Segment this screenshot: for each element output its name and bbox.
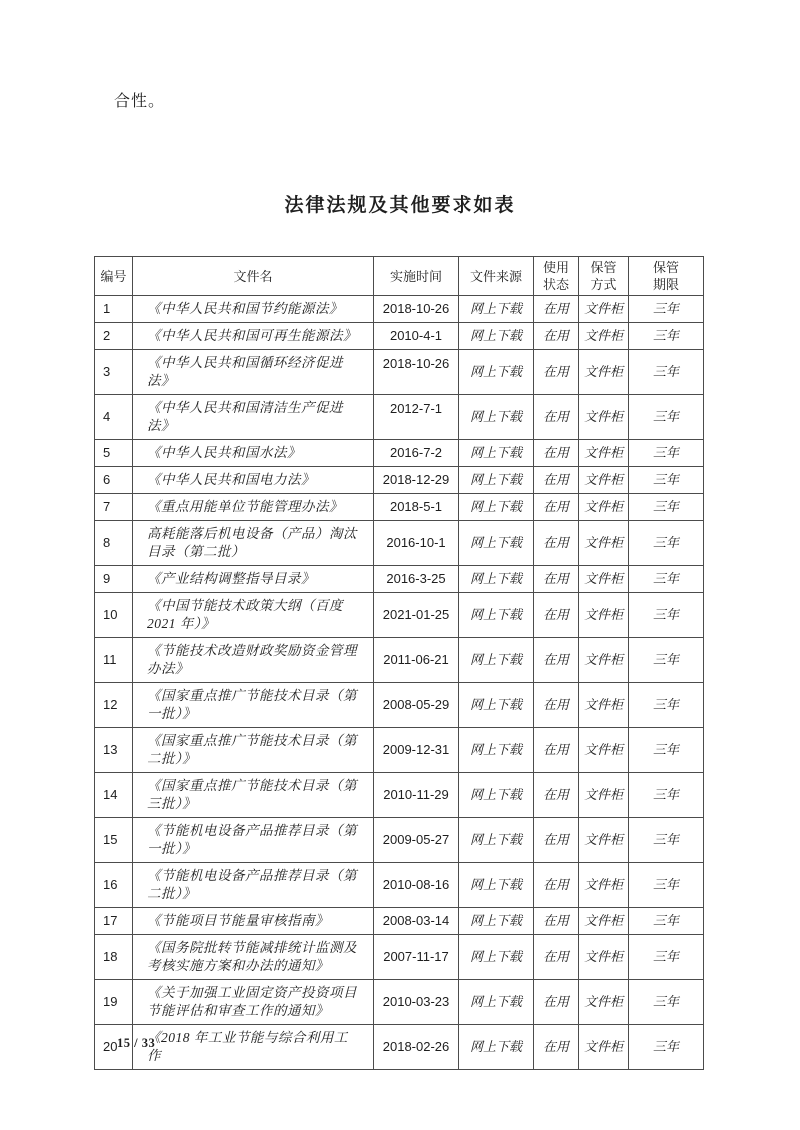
table-row <box>95 638 704 683</box>
status-cell: 在用 <box>534 863 579 908</box>
status-cell: 在用 <box>534 1025 579 1070</box>
file-name-cell: 《中华人民共和国电力法》 <box>133 467 374 494</box>
period-cell: 三年 <box>629 521 704 566</box>
table-row <box>95 728 704 773</box>
period-cell: 三年 <box>629 728 704 773</box>
file-name-cell: 《节能机电设备产品推荐目录（第一批）》 <box>133 818 374 863</box>
status-cell: 在用 <box>534 773 579 818</box>
table-row <box>95 818 704 863</box>
table-header-row <box>95 257 704 296</box>
date-cell: 2011-06-21 <box>374 638 459 683</box>
table-row <box>95 935 704 980</box>
table-row <box>95 494 704 521</box>
row-number-cell: 14 <box>95 773 133 818</box>
storage-cell: 文件柜 <box>579 980 629 1025</box>
file-name-cell: 《国家重点推广节能技术目录（第三批）》 <box>133 773 374 818</box>
status-cell: 在用 <box>534 728 579 773</box>
table-row <box>95 296 704 323</box>
period-cell: 三年 <box>629 683 704 728</box>
source-cell: 网上下载 <box>459 494 534 521</box>
period-cell: 三年 <box>629 323 704 350</box>
storage-cell: 文件柜 <box>579 467 629 494</box>
file-name-cell: 《国家重点推广节能技术目录（第一批）》 <box>133 683 374 728</box>
status-cell: 在用 <box>534 350 579 395</box>
source-cell: 网上下载 <box>459 728 534 773</box>
date-cell: 2018-5-1 <box>374 494 459 521</box>
header-period-label: 保管期限 <box>653 260 680 292</box>
date-cell: 2018-02-26 <box>374 1025 459 1070</box>
status-cell: 在用 <box>534 494 579 521</box>
table-row <box>95 467 704 494</box>
storage-cell: 文件柜 <box>579 773 629 818</box>
table-row <box>95 593 704 638</box>
intro-text: 合性。 <box>114 93 166 110</box>
row-number-cell: 17 <box>95 908 133 935</box>
file-name-cell: 《中国节能技术政策大纲（百度 2021 年）》 <box>133 593 374 638</box>
storage-cell: 文件柜 <box>579 1025 629 1070</box>
file-name-cell: 《节能技术改造财政奖励资金管理办法》 <box>133 638 374 683</box>
date-cell: 2018-10-26 <box>374 350 459 395</box>
header-source: 文件来源 <box>459 257 534 296</box>
status-cell: 在用 <box>534 323 579 350</box>
storage-cell: 文件柜 <box>579 638 629 683</box>
date-cell: 2018-10-26 <box>374 296 459 323</box>
source-cell: 网上下载 <box>459 818 534 863</box>
file-name-cell: 《2018 年工业节能与综合利用工作 <box>133 1025 374 1070</box>
page-title: 法律法规及其他要求如表 <box>284 195 516 216</box>
status-cell: 在用 <box>534 935 579 980</box>
status-cell: 在用 <box>534 593 579 638</box>
page-number: 15 / 33 <box>117 1036 156 1050</box>
date-cell: 2016-10-1 <box>374 521 459 566</box>
period-cell: 三年 <box>629 593 704 638</box>
table-row <box>95 980 704 1025</box>
period-cell: 三年 <box>629 566 704 593</box>
source-cell: 网上下载 <box>459 467 534 494</box>
table-row <box>95 350 704 395</box>
period-cell: 三年 <box>629 818 704 863</box>
status-cell: 在用 <box>534 440 579 467</box>
table-row <box>95 683 704 728</box>
period-cell: 三年 <box>629 980 704 1025</box>
file-name-cell: 《产业结构调整指导目录》 <box>133 566 374 593</box>
file-name-cell: 《节能机电设备产品推荐目录（第二批）》 <box>133 863 374 908</box>
period-cell: 三年 <box>629 395 704 440</box>
source-cell: 网上下载 <box>459 566 534 593</box>
regulations-table <box>94 256 704 1070</box>
source-cell: 网上下载 <box>459 863 534 908</box>
header-storage <box>579 257 629 296</box>
file-name-cell: 《中华人民共和国清洁生产促进法》 <box>133 395 374 440</box>
storage-cell: 文件柜 <box>579 566 629 593</box>
date-cell: 2010-11-29 <box>374 773 459 818</box>
row-number-cell: 13 <box>95 728 133 773</box>
file-name-cell: 《国务院批转节能减排统计监测及考核实施方案和办法的通知》 <box>133 935 374 980</box>
source-cell: 网上下载 <box>459 593 534 638</box>
storage-cell: 文件柜 <box>579 296 629 323</box>
storage-cell: 文件柜 <box>579 521 629 566</box>
date-cell: 2009-05-27 <box>374 818 459 863</box>
source-cell: 网上下载 <box>459 980 534 1025</box>
storage-cell: 文件柜 <box>579 908 629 935</box>
row-number-cell: 5 <box>95 440 133 467</box>
storage-cell: 文件柜 <box>579 818 629 863</box>
date-cell: 2008-05-29 <box>374 683 459 728</box>
header-period <box>629 257 704 296</box>
table-row <box>95 773 704 818</box>
row-number-cell: 6 <box>95 467 133 494</box>
date-cell: 2008-03-14 <box>374 908 459 935</box>
date-cell: 2007-11-17 <box>374 935 459 980</box>
date-cell: 2021-01-25 <box>374 593 459 638</box>
file-name-cell: 《中华人民共和国节约能源法》 <box>133 296 374 323</box>
storage-cell: 文件柜 <box>579 728 629 773</box>
header-status-label: 使用状态 <box>543 260 570 292</box>
file-name-cell: 《关于加强工业固定资产投资项目节能评估和审查工作的通知》 <box>133 980 374 1025</box>
row-number-cell: 3 <box>95 350 133 395</box>
status-cell: 在用 <box>534 296 579 323</box>
table-row <box>95 323 704 350</box>
file-name-cell: 《国家重点推广节能技术目录（第二批）》 <box>133 728 374 773</box>
table-row <box>95 863 704 908</box>
period-cell: 三年 <box>629 935 704 980</box>
storage-cell: 文件柜 <box>579 323 629 350</box>
row-number-cell: 8 <box>95 521 133 566</box>
period-cell: 三年 <box>629 440 704 467</box>
table-row <box>95 566 704 593</box>
file-name-cell: 《节能项目节能量审核指南》 <box>133 908 374 935</box>
table-row <box>95 395 704 440</box>
status-cell: 在用 <box>534 818 579 863</box>
date-cell: 2016-3-25 <box>374 566 459 593</box>
table-row <box>95 440 704 467</box>
row-number-cell: 18 <box>95 935 133 980</box>
source-cell: 网上下载 <box>459 908 534 935</box>
date-cell: 2016-7-2 <box>374 440 459 467</box>
period-cell: 三年 <box>629 494 704 521</box>
storage-cell: 文件柜 <box>579 494 629 521</box>
file-name-cell: 《中华人民共和国循环经济促进法》 <box>133 350 374 395</box>
source-cell: 网上下载 <box>459 638 534 683</box>
period-cell: 三年 <box>629 1025 704 1070</box>
source-cell: 网上下载 <box>459 440 534 467</box>
status-cell: 在用 <box>534 521 579 566</box>
source-cell: 网上下载 <box>459 323 534 350</box>
storage-cell: 文件柜 <box>579 440 629 467</box>
date-cell: 2018-12-29 <box>374 467 459 494</box>
source-cell: 网上下载 <box>459 935 534 980</box>
period-cell: 三年 <box>629 638 704 683</box>
storage-cell: 文件柜 <box>579 395 629 440</box>
source-cell: 网上下载 <box>459 350 534 395</box>
header-number: 编号 <box>95 257 133 296</box>
period-cell: 三年 <box>629 350 704 395</box>
status-cell: 在用 <box>534 566 579 593</box>
header-date: 实施时间 <box>374 257 459 296</box>
file-name-cell: 《中华人民共和国可再生能源法》 <box>133 323 374 350</box>
status-cell: 在用 <box>534 395 579 440</box>
status-cell: 在用 <box>534 638 579 683</box>
period-cell: 三年 <box>629 296 704 323</box>
storage-cell: 文件柜 <box>579 935 629 980</box>
storage-cell: 文件柜 <box>579 863 629 908</box>
row-number-cell: 19 <box>95 980 133 1025</box>
header-status <box>534 257 579 296</box>
table-row <box>95 908 704 935</box>
row-number-cell: 1 <box>95 296 133 323</box>
source-cell: 网上下载 <box>459 296 534 323</box>
date-cell: 2009-12-31 <box>374 728 459 773</box>
file-name-cell: 高耗能落后机电设备（产品）淘汰目录（第二批） <box>133 521 374 566</box>
row-number-cell: 10 <box>95 593 133 638</box>
row-number-cell: 11 <box>95 638 133 683</box>
row-number-cell: 15 <box>95 818 133 863</box>
date-cell: 2010-08-16 <box>374 863 459 908</box>
storage-cell: 文件柜 <box>579 683 629 728</box>
header-storage-label: 保管方式 <box>590 260 617 292</box>
file-name-cell: 《重点用能单位节能管理办法》 <box>133 494 374 521</box>
status-cell: 在用 <box>534 908 579 935</box>
period-cell: 三年 <box>629 467 704 494</box>
date-cell: 2012-7-1 <box>374 395 459 440</box>
date-cell: 2010-4-1 <box>374 323 459 350</box>
storage-cell: 文件柜 <box>579 593 629 638</box>
period-cell: 三年 <box>629 908 704 935</box>
table-row <box>95 1025 704 1070</box>
period-cell: 三年 <box>629 773 704 818</box>
row-number-cell: 20 <box>95 1025 133 1070</box>
status-cell: 在用 <box>534 980 579 1025</box>
date-cell: 2010-03-23 <box>374 980 459 1025</box>
status-cell: 在用 <box>534 683 579 728</box>
file-name-cell: 《中华人民共和国水法》 <box>133 440 374 467</box>
row-number-cell: 12 <box>95 683 133 728</box>
status-cell: 在用 <box>534 467 579 494</box>
row-number-cell: 4 <box>95 395 133 440</box>
source-cell: 网上下载 <box>459 521 534 566</box>
source-cell: 网上下载 <box>459 1025 534 1070</box>
source-cell: 网上下载 <box>459 773 534 818</box>
row-number-cell: 9 <box>95 566 133 593</box>
header-file-name: 文件名 <box>133 257 374 296</box>
source-cell: 网上下载 <box>459 395 534 440</box>
row-number-cell: 7 <box>95 494 133 521</box>
row-number-cell: 2 <box>95 323 133 350</box>
period-cell: 三年 <box>629 863 704 908</box>
source-cell: 网上下载 <box>459 683 534 728</box>
storage-cell: 文件柜 <box>579 350 629 395</box>
row-number-cell: 16 <box>95 863 133 908</box>
table-row <box>95 521 704 566</box>
